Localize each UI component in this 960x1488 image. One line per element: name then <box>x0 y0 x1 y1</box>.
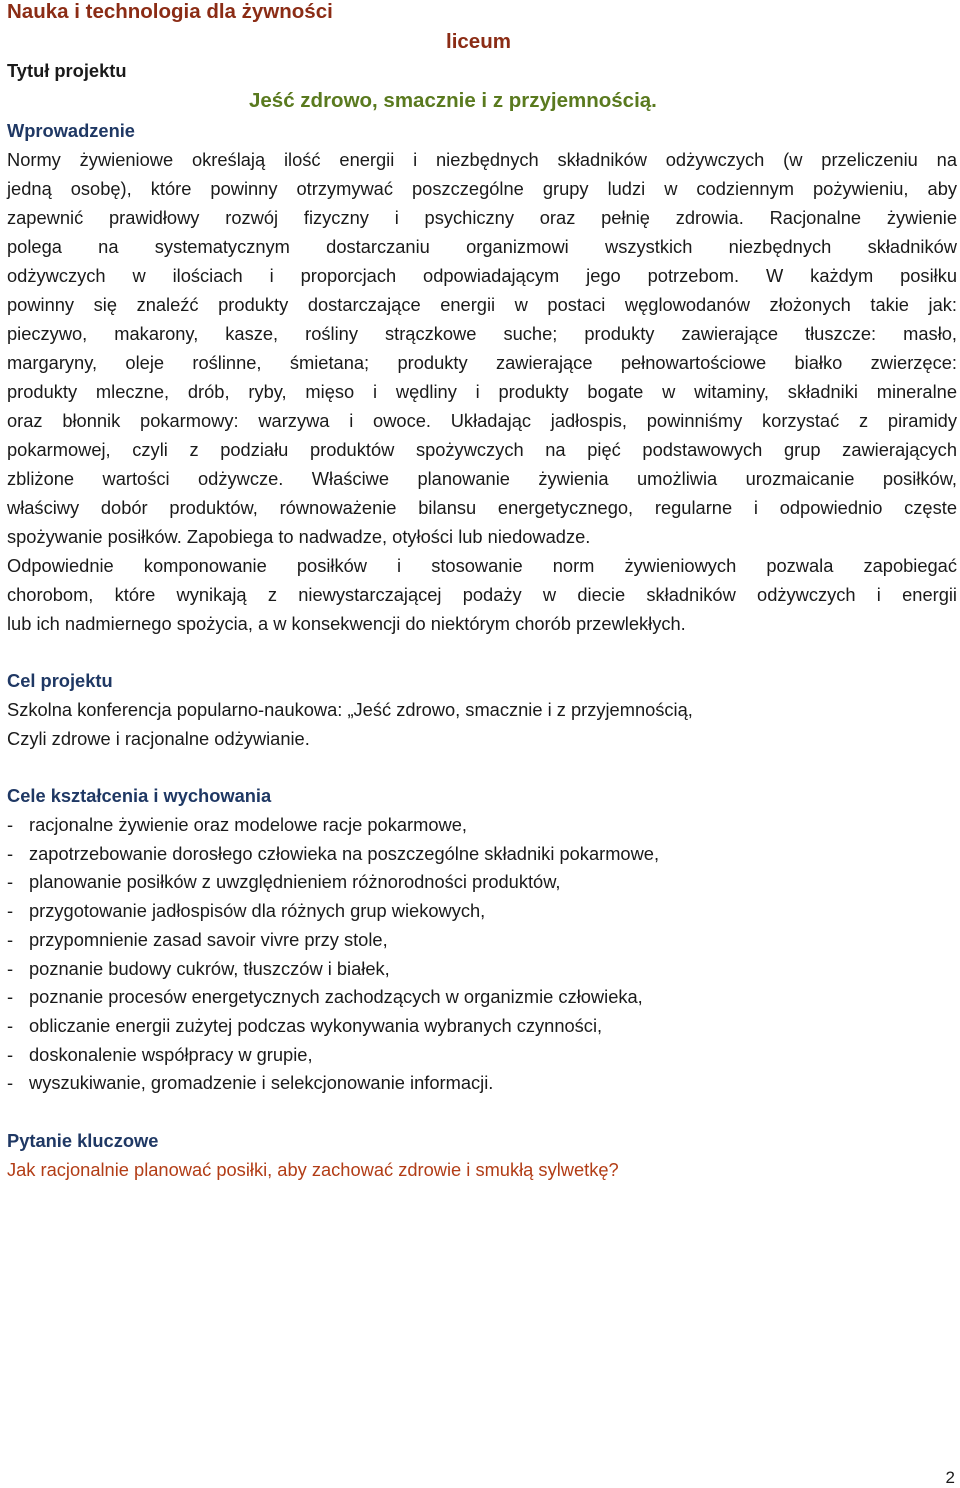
list-item: - doskonalenie współpracy w grupie, <box>7 1044 313 1065</box>
intro-heading: Wprowadzenie <box>7 120 135 141</box>
intro-line: powinny się znaleźć produkty dostarczające energii w postaci węglowodanów złożonych takie jak: <box>7 294 957 315</box>
list-item: - poznanie budowy cukrów, tłuszczów i białek, <box>7 958 390 979</box>
list-item: - zapotrzebowanie dorosłego człowieka na poszczególne składniki pokarmowe, <box>7 843 660 864</box>
intro-line: Normy żywieniowe określają ilość energii i niezbędnych składników odżywczych (w przeliczeniu na <box>7 149 957 170</box>
section-title: Nauka i technologia dla żywności <box>7 0 333 23</box>
intro-line: margaryny, oleje roślinne, śmietana; produkty zawierające pełnowartościowe białko zwierzęce: <box>7 352 957 373</box>
education-heading: Cele kształcenia i wychowania <box>7 785 272 806</box>
list-item: - planowanie posiłków z uwzględnieniem różnorodności produktów, <box>7 871 561 892</box>
intro-line: zapewnić prawidłowy rozwój fizyczny i psychiczny oraz pełnię zdrowia. Racjonalne żywienie <box>7 207 957 228</box>
list-item: - racjonalne żywienie oraz modelowe racje pokarmowe, <box>7 814 467 835</box>
intro-line: spożywanie posiłków. Zapobiega to nadwadze, otyłości lub niedowadze. <box>7 526 591 547</box>
intro-line: jedną osobę), które powinny otrzymywać poszczególne grupy ludzi w codziennym pożywieniu, aby <box>7 178 957 199</box>
intro-line: produkty mleczne, drób, ryby, mięso i wędliny i produkty bogate w witaminy, składniki mineralne <box>7 381 957 402</box>
intro-line: lub ich nadmiernego spożycia, a w konsekwencji do niektórym chorób przewlekłych. <box>7 613 686 634</box>
intro-line: właściwy dobór produktów, równoważenie bilansu energetycznego, regularne i odpowiednio częste <box>7 497 957 518</box>
list-item: - obliczanie energii zużytej podczas wykonywania wybranych czynności, <box>7 1015 603 1036</box>
list-item: - przypomnienie zasad savoir vivre przy stole, <box>7 929 388 950</box>
list-item: - przygotowanie jadłospisów dla różnych grup wiekowych, <box>7 900 486 921</box>
intro-line: chorobom, które wynikają z niewystarczającej podaży w diecie składników odżywczych i energii <box>7 584 957 605</box>
intro-line: pokarmowej, czyli z podziału produktów spożywczych na pięć podstawowych grup zawierających <box>7 439 957 460</box>
list-item: - wyszukiwanie, gromadzenie i selekcjonowanie informacji. <box>7 1072 494 1093</box>
school-level: liceum <box>446 30 511 53</box>
goal-text: Szkolna konferencja popularno-naukowa: „Jeść zdrowo, smacznie i z przyjemnością, <box>7 699 693 720</box>
goal-text: Czyli zdrowe i racjonalne odżywianie. <box>7 728 310 749</box>
key-question-heading: Pytanie kluczowe <box>7 1130 159 1151</box>
intro-line: odżywczych w ilościach i proporcjach odpowiadającym jego potrzebom. W każdym posiłku <box>7 265 957 286</box>
key-question-text: Jak racjonalnie planować posiłki, aby zachować zdrowie i smukłą sylwetkę? <box>7 1159 619 1180</box>
project-title: Jeść zdrowo, smacznie i z przyjemnością. <box>249 89 657 112</box>
page-number: 2 <box>945 1468 955 1487</box>
intro-line: pieczywo, makarony, kasze, rośliny strączkowe suche; produkty zawierające tłuszcze: masło, <box>7 323 957 344</box>
goal-heading: Cel projektu <box>7 670 113 691</box>
intro-line: Odpowiednie komponowanie posiłków i stosowanie norm żywieniowych pozwala zapobiegać <box>7 555 957 576</box>
project-title-label: Tytuł projektu <box>7 60 127 81</box>
intro-line: zbliżone wartości odżywcze. Właściwe planowanie żywienia umożliwia urozmaicanie posiłków, <box>7 468 957 489</box>
list-item: - poznanie procesów energetycznych zachodzących w organizmie człowieka, <box>7 986 643 1007</box>
intro-line: polega na systematycznym dostarczaniu organizmowi wszystkich niezbędnych składników <box>7 236 957 257</box>
intro-line: oraz błonnik pokarmowy: warzywa i owoce. Układając jadłospis, powinniśmy korzystać z piramidy <box>7 410 957 431</box>
